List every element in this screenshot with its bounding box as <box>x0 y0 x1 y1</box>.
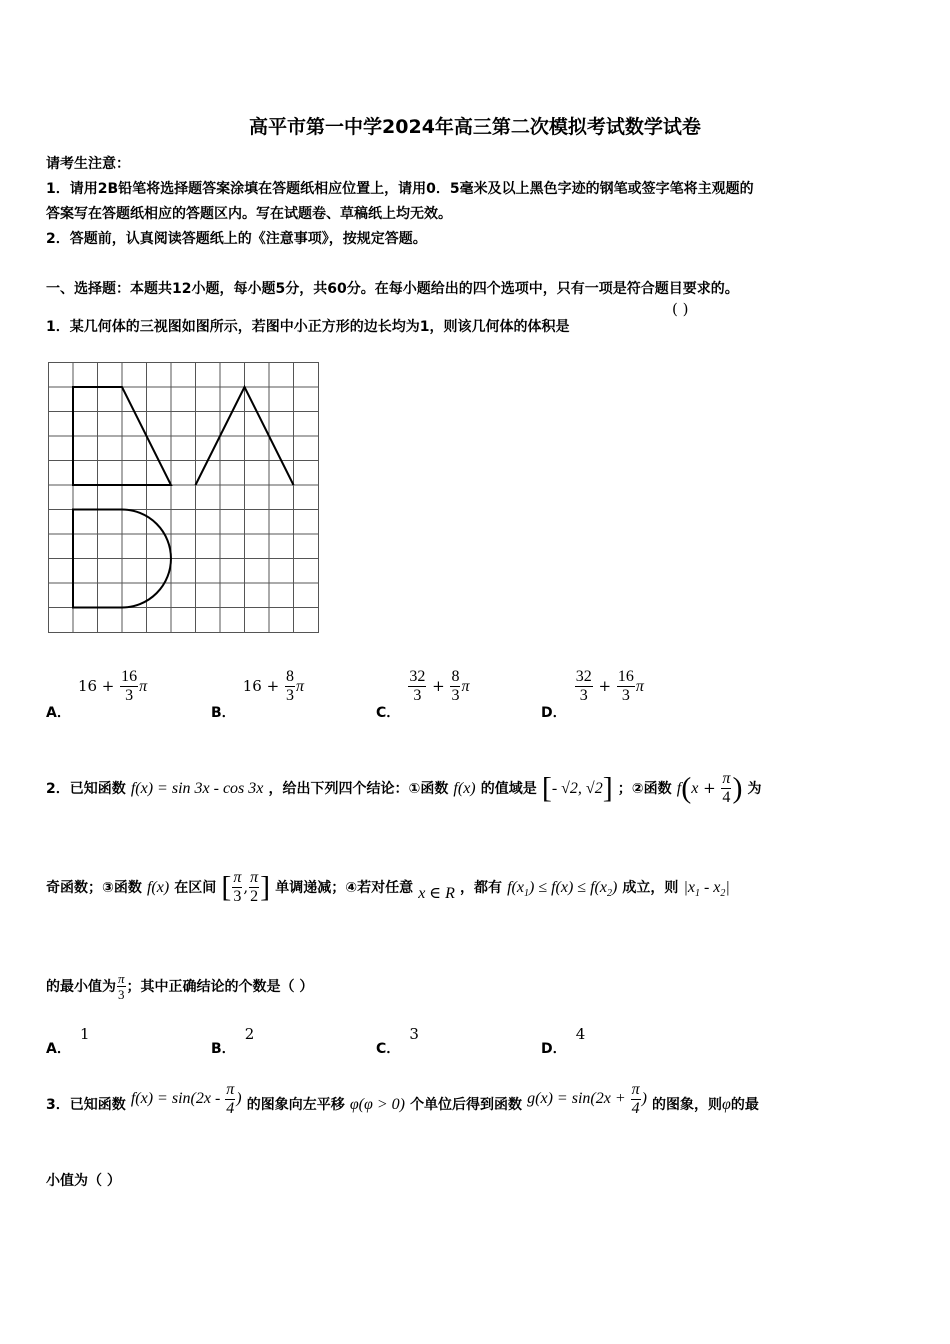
q2-option-a-value: 1 <box>79 1025 90 1043</box>
q3-line-1: 3．已知函数 f(x) = sin(2x - $\frac{\pi}{4}$ ) 的图象向左平移 φ(φ > 0) 个单位后得到函数 g(x) = sin(2x + $\frac{\pi}{4}$ ) 的图象，则φ的最 <box>46 1080 759 1117</box>
q2-line-2: 奇函数；③函数 f(x) 在区间 [ $\frac{\pi}{3}$ , $\frac{\pi}{2}$ ] 单调递减；④若对任意 x ∈ R ，都有 $f(x_1) \le f(x) \le f(x_2)$ 成立，则 $|x_1 - x_2|$ <box>46 869 730 905</box>
q1-a-den: 3 <box>125 687 134 704</box>
q2-option-c[interactable] <box>376 1024 419 1057</box>
q1-option-a[interactable]: A． 16 + $\frac{16}{3}$ π <box>46 668 148 721</box>
q1-c-fden: 3 <box>413 687 422 704</box>
q1-c-den: 3 <box>451 687 460 704</box>
q2-option-a-label: A． <box>46 1041 71 1057</box>
grid <box>49 363 319 633</box>
q3-line-2: 小值为（ ） <box>46 1173 121 1189</box>
q2-range: - √2, √2 <box>551 780 603 797</box>
notice-line-2: 答案写在答题纸相应的答题区内。写在试题卷、草稿纸上均无效。 <box>46 206 452 222</box>
notice-line-1: 1．请用2B铅笔将选择题答案涂填在答题纸相应位置上，请用0．5毫米及以上黑色字迹的钢笔或签字笔将主观题的 <box>46 181 754 197</box>
q1-option-c-label: C． <box>376 705 401 721</box>
q1-d-fnum: 32 <box>575 668 592 685</box>
q2-option-d-value: 4 <box>575 1025 586 1043</box>
q3-phi-condition: φ(φ > 0) <box>349 1096 405 1113</box>
q1-option-c[interactable]: C． $\frac{32}{3}$ + $\frac{8}{3}$ π <box>376 668 470 721</box>
q1-c-fnum: 32 <box>409 668 426 685</box>
q2-option-d-label: D． <box>541 1041 567 1057</box>
q2-line-3: 的最小值为 $\frac{\pi}{3}$ ；其中正确结论的个数是（ ） <box>46 971 314 1002</box>
notice-heading: 请考生注意： <box>46 156 130 172</box>
q1-answer-paren: ( ) <box>672 300 689 318</box>
q1-a-num: 16 <box>121 668 138 685</box>
three-view-figure <box>46 360 322 636</box>
q2-option-d[interactable] <box>541 1024 586 1057</box>
q2-option-b[interactable] <box>211 1024 255 1057</box>
q2-function: f(x) = sin 3x - cos 3x <box>130 780 264 797</box>
q2-option-c-label: C． <box>376 1041 401 1057</box>
q1-d-fden: 3 <box>579 687 588 704</box>
q1-option-d[interactable]: D． $\frac{32}{3}$ + $\frac{16}{3}$ π <box>541 668 644 721</box>
q2-option-c-value: 3 <box>409 1025 419 1043</box>
q1-b-int: 16 <box>242 677 262 695</box>
q1-a-int: 16 <box>77 677 98 695</box>
q1-b-den: 3 <box>285 687 294 704</box>
q1-option-a-label: A． <box>46 705 71 721</box>
q2-option-a[interactable] <box>46 1024 90 1057</box>
section-heading: 一、选择题：本题共12小题，每小题5分，共60分。在每小题给出的四个选项中，只有一项是符合题目要求的。 <box>46 281 739 297</box>
q2-line-1: 2．已知函数 f(x) = sin 3x - cos 3x ，给出下列四个结论：①函数 f(x) 的值域是 [- √2, √2] ；②函数 f(x + $\frac{\pi}{4}$ ) 为 <box>46 770 762 806</box>
q1-d-num: 16 <box>617 668 634 685</box>
q1-stem: 1．某几何体的三视图如图所示，若图中小正方形的边长均为1，则该几何体的体积是 <box>46 319 570 335</box>
q2-option-b-value: 2 <box>244 1025 255 1043</box>
page-title: 高平市第一中学2024年高三第二次模拟考试数学试卷 <box>249 116 701 138</box>
q1-c-num: 8 <box>451 668 460 685</box>
q2-option-b-label: B． <box>211 1041 236 1057</box>
q1-option-b-label: B． <box>211 705 236 721</box>
notice-line-3: 2．答题前，认真阅读答题纸上的《注意事项》，按规定答题。 <box>46 231 427 247</box>
q1-d-den: 3 <box>621 687 630 704</box>
q1-b-num: 8 <box>285 668 294 685</box>
q1-option-b[interactable]: B． 16 + $\frac{8}{3}$ π <box>211 668 304 721</box>
q1-option-d-label: D． <box>541 705 567 721</box>
q2-x-in-r: x ∈ R <box>418 885 455 902</box>
